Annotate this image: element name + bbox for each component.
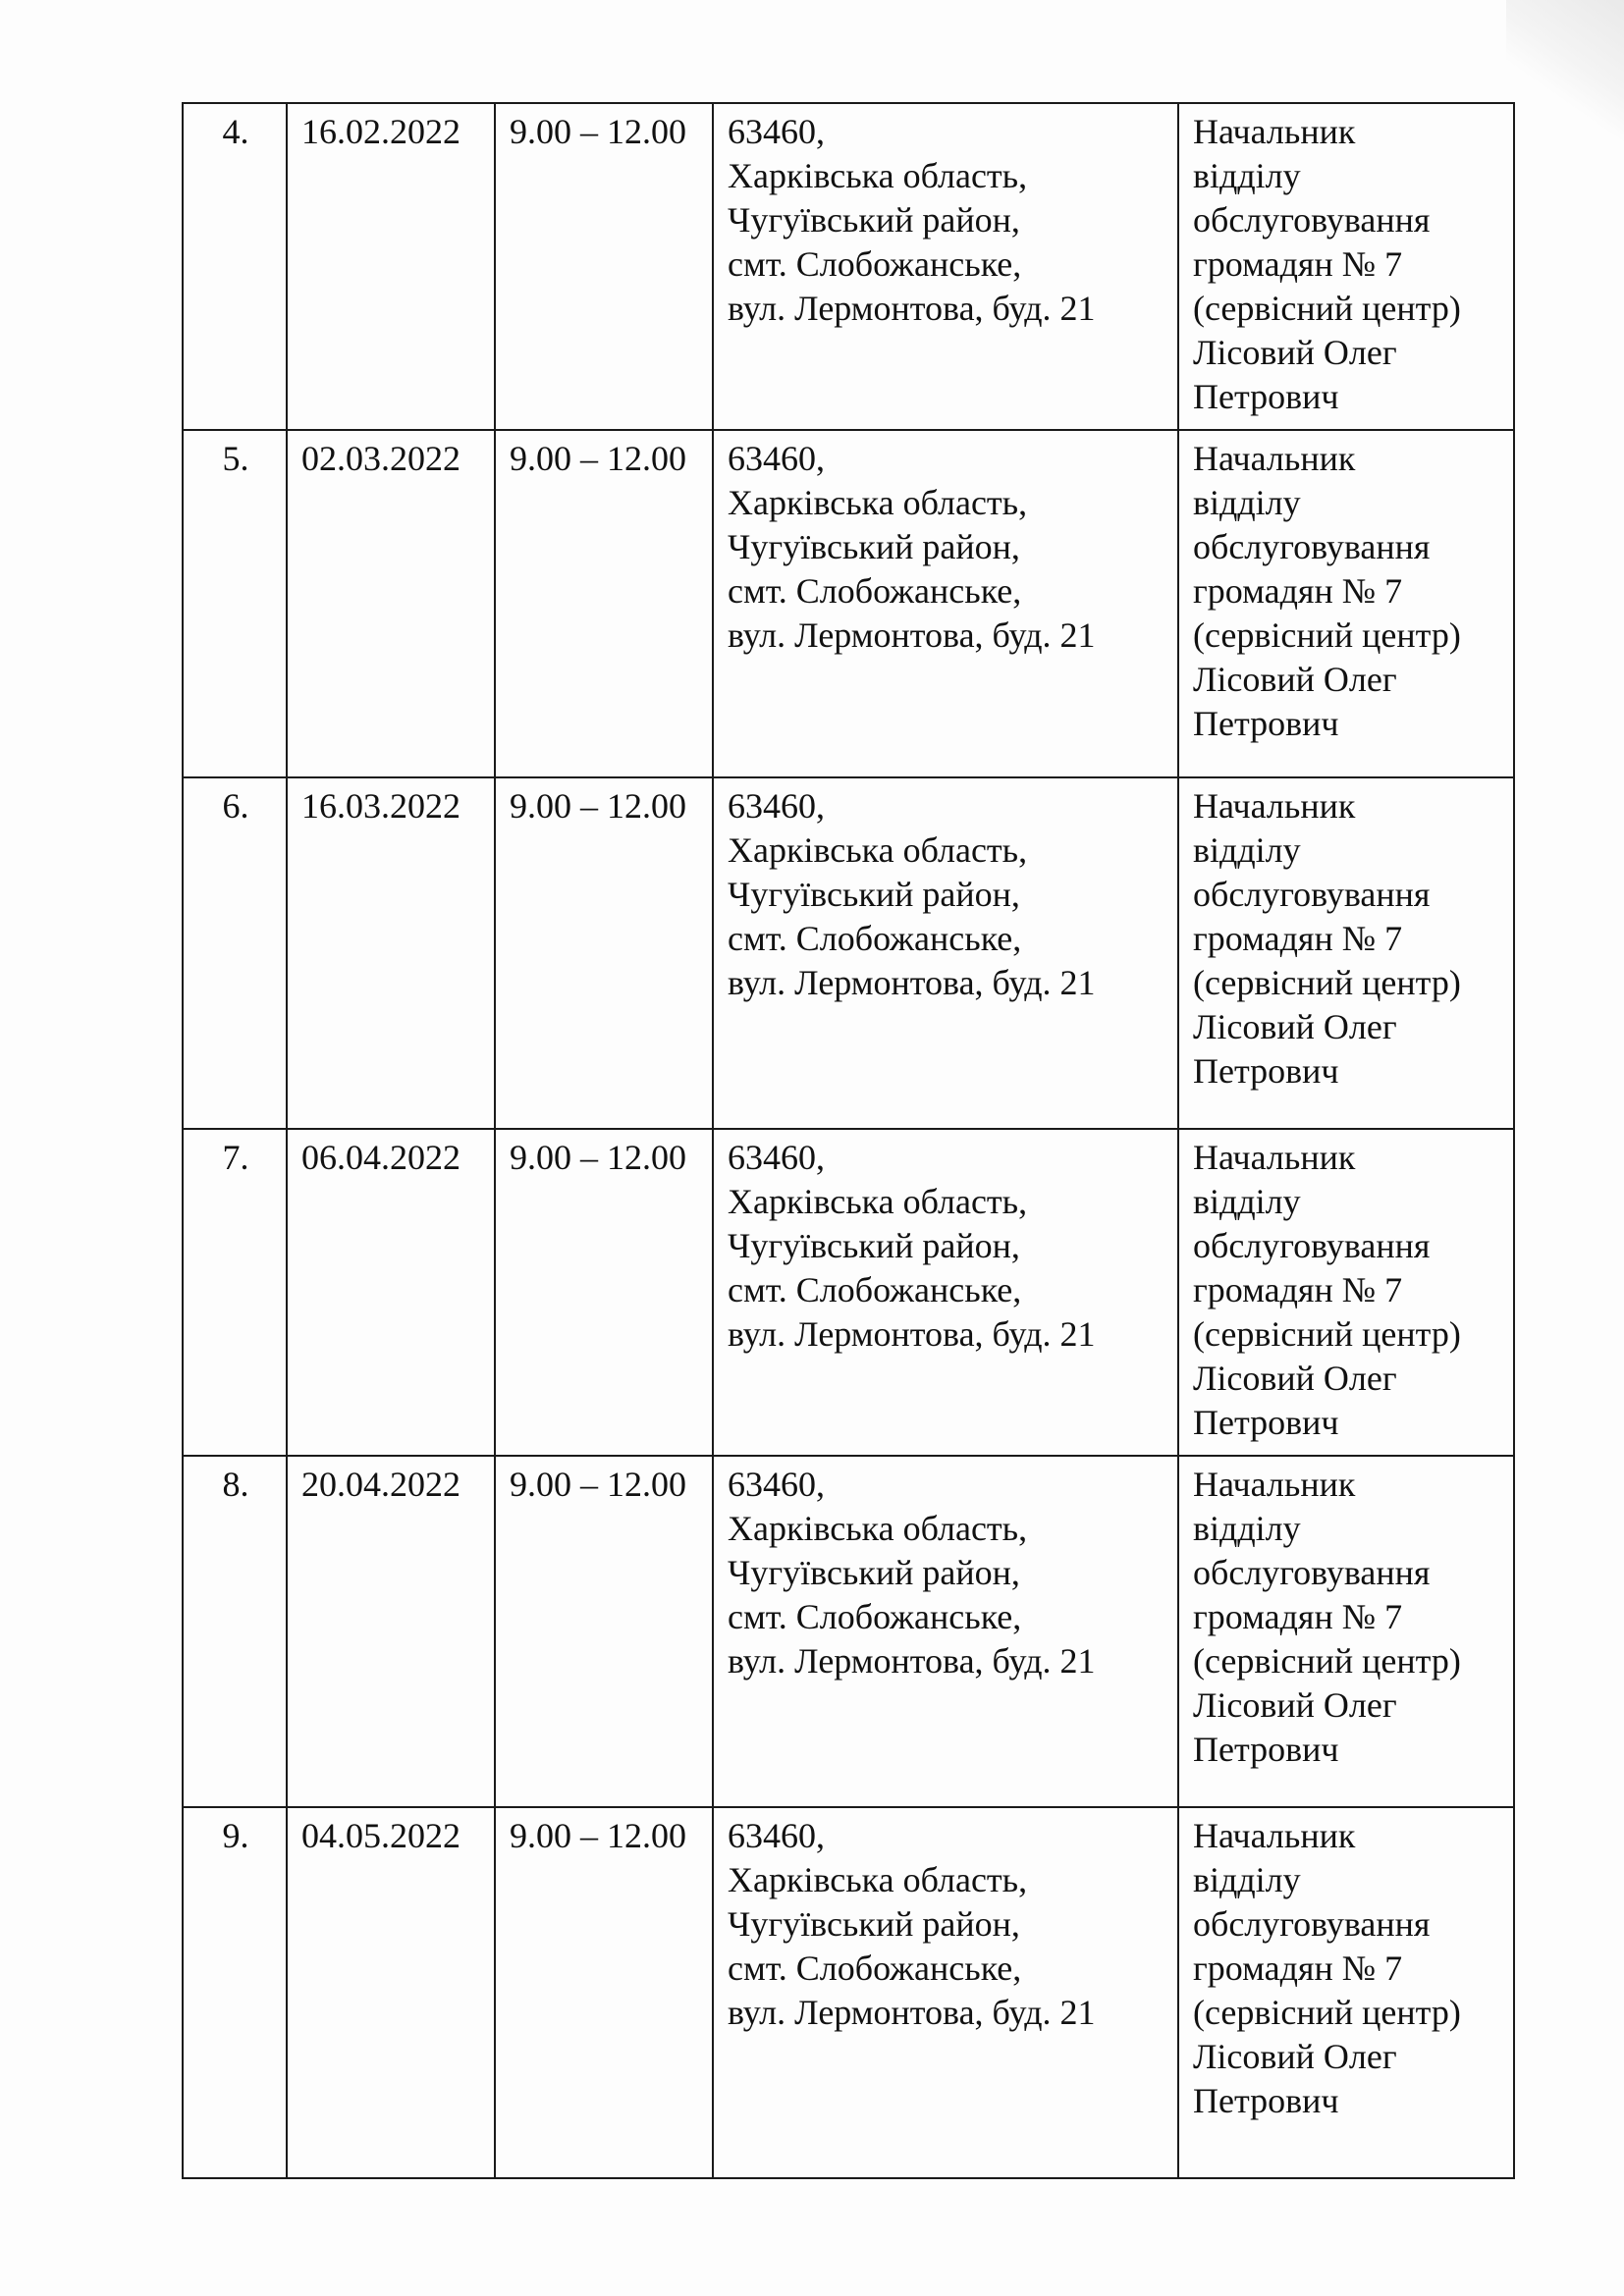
address-line: Чугуївський район,: [728, 1553, 1020, 1592]
responsible-person: [1178, 1807, 1514, 2178]
row-number: 9.: [183, 1807, 287, 2178]
address-line: вул. Лермонтова, буд. 21: [728, 1993, 1096, 2032]
responsible-line: відділу: [1193, 156, 1301, 195]
address-line: Чугуївський район,: [728, 527, 1020, 566]
row-number: 5.: [183, 430, 287, 777]
responsible-line: Петрович: [1193, 1051, 1339, 1091]
table-row: [183, 430, 1514, 777]
responsible-line: громадян № 7: [1193, 1597, 1403, 1636]
responsible-line: Начальник: [1193, 786, 1356, 826]
address-line: Харківська область,: [728, 483, 1028, 522]
responsible-line: відділу: [1193, 1182, 1301, 1221]
reception-date: 16.02.2022: [287, 103, 495, 430]
reception-address: [713, 430, 1178, 777]
reception-address: [713, 777, 1178, 1129]
address-line: Чугуївський район,: [728, 1226, 1020, 1265]
reception-address: [713, 1456, 1178, 1807]
table-row: [183, 103, 1514, 430]
responsible-line: Петрович: [1193, 1730, 1339, 1769]
address-line: вул. Лермонтова, буд. 21: [728, 289, 1096, 328]
responsible-line: (сервісний центр): [1193, 1641, 1461, 1681]
responsible-person: [1178, 103, 1514, 430]
address-line: Чугуївський район,: [728, 875, 1020, 914]
address-line: смт. Слобожанське,: [728, 244, 1022, 284]
responsible-line: (сервісний центр): [1193, 1314, 1461, 1354]
responsible-line: обслуговування: [1193, 200, 1431, 240]
responsible-line: (сервісний центр): [1193, 615, 1461, 655]
responsible-line: Петрович: [1193, 2081, 1339, 2120]
address-line: вул. Лермонтова, буд. 21: [728, 1641, 1096, 1681]
responsible-line: Начальник: [1193, 439, 1356, 478]
responsible-line: Петрович: [1193, 704, 1339, 743]
address-line: вул. Лермонтова, буд. 21: [728, 963, 1096, 1002]
responsible-person: [1178, 1456, 1514, 1807]
address-line: смт. Слобожанське,: [728, 1949, 1022, 1988]
responsible-line: відділу: [1193, 830, 1301, 870]
responsible-line: Начальник: [1193, 112, 1356, 151]
responsible-person: [1178, 1129, 1514, 1456]
address-line: Чугуївський район,: [728, 1904, 1020, 1944]
responsible-line: (сервісний центр): [1193, 963, 1461, 1002]
reception-date: 04.05.2022: [287, 1807, 495, 2178]
table-row: [183, 1456, 1514, 1807]
responsible-line: обслуговування: [1193, 527, 1431, 566]
reception-date: 06.04.2022: [287, 1129, 495, 1456]
responsible-line: обслуговування: [1193, 1226, 1431, 1265]
reception-schedule-table: [182, 102, 1515, 2179]
address-line: смт. Слобожанське,: [728, 1270, 1022, 1309]
responsible-line: обслуговування: [1193, 875, 1431, 914]
row-number: 4.: [183, 103, 287, 430]
reception-time: 9.00 – 12.00: [495, 1456, 713, 1807]
table-row: [183, 1807, 1514, 2178]
responsible-line: відділу: [1193, 1860, 1301, 1899]
reception-time: 9.00 – 12.00: [495, 430, 713, 777]
responsible-person: [1178, 430, 1514, 777]
address-line: смт. Слобожанське,: [728, 571, 1022, 611]
reception-date: 20.04.2022: [287, 1456, 495, 1807]
responsible-line: Начальник: [1193, 1138, 1356, 1177]
address-line: Харківська область,: [728, 1509, 1028, 1548]
responsible-line: громадян № 7: [1193, 1949, 1403, 1988]
responsible-line: громадян № 7: [1193, 571, 1403, 611]
reception-time: 9.00 – 12.00: [495, 1807, 713, 2178]
address-line: 63460,: [728, 112, 825, 151]
responsible-line: обслуговування: [1193, 1553, 1431, 1592]
address-line: вул. Лермонтова, буд. 21: [728, 1314, 1096, 1354]
responsible-line: Петрович: [1193, 377, 1339, 416]
responsible-line: Лісовий Олег: [1193, 1359, 1397, 1398]
row-number: 6.: [183, 777, 287, 1129]
responsible-line: Лісовий Олег: [1193, 333, 1397, 372]
address-line: 63460,: [728, 439, 825, 478]
address-line: смт. Слобожанське,: [728, 1597, 1022, 1636]
responsible-line: (сервісний центр): [1193, 289, 1461, 328]
reception-date: 02.03.2022: [287, 430, 495, 777]
reception-address: [713, 103, 1178, 430]
page-corner-fold: [1506, 0, 1624, 157]
reception-address: [713, 1807, 1178, 2178]
responsible-line: Начальник: [1193, 1816, 1356, 1855]
responsible-line: (сервісний центр): [1193, 1993, 1461, 2032]
responsible-line: Петрович: [1193, 1403, 1339, 1442]
table-row: [183, 1129, 1514, 1456]
address-line: Харківська область,: [728, 1860, 1028, 1899]
reception-time: 9.00 – 12.00: [495, 103, 713, 430]
responsible-line: громадян № 7: [1193, 919, 1403, 958]
address-line: вул. Лермонтова, буд. 21: [728, 615, 1096, 655]
reception-time: 9.00 – 12.00: [495, 777, 713, 1129]
responsible-line: Лісовий Олег: [1193, 1007, 1397, 1046]
address-line: Харківська область,: [728, 156, 1028, 195]
address-line: Чугуївський район,: [728, 200, 1020, 240]
table-row: [183, 777, 1514, 1129]
address-line: Харківська область,: [728, 1182, 1028, 1221]
address-line: 63460,: [728, 786, 825, 826]
responsible-line: відділу: [1193, 483, 1301, 522]
address-line: 63460,: [728, 1816, 825, 1855]
address-line: смт. Слобожанське,: [728, 919, 1022, 958]
row-number: 7.: [183, 1129, 287, 1456]
responsible-line: відділу: [1193, 1509, 1301, 1548]
responsible-line: Лісовий Олег: [1193, 2037, 1397, 2076]
row-number: 8.: [183, 1456, 287, 1807]
responsible-line: Лісовий Олег: [1193, 1685, 1397, 1725]
reception-address: [713, 1129, 1178, 1456]
reception-time: 9.00 – 12.00: [495, 1129, 713, 1456]
reception-date: 16.03.2022: [287, 777, 495, 1129]
address-line: 63460,: [728, 1465, 825, 1504]
responsible-line: обслуговування: [1193, 1904, 1431, 1944]
responsible-line: Лісовий Олег: [1193, 660, 1397, 699]
address-line: 63460,: [728, 1138, 825, 1177]
responsible-person: [1178, 777, 1514, 1129]
responsible-line: Начальник: [1193, 1465, 1356, 1504]
responsible-line: громадян № 7: [1193, 1270, 1403, 1309]
address-line: Харківська область,: [728, 830, 1028, 870]
responsible-line: громадян № 7: [1193, 244, 1403, 284]
